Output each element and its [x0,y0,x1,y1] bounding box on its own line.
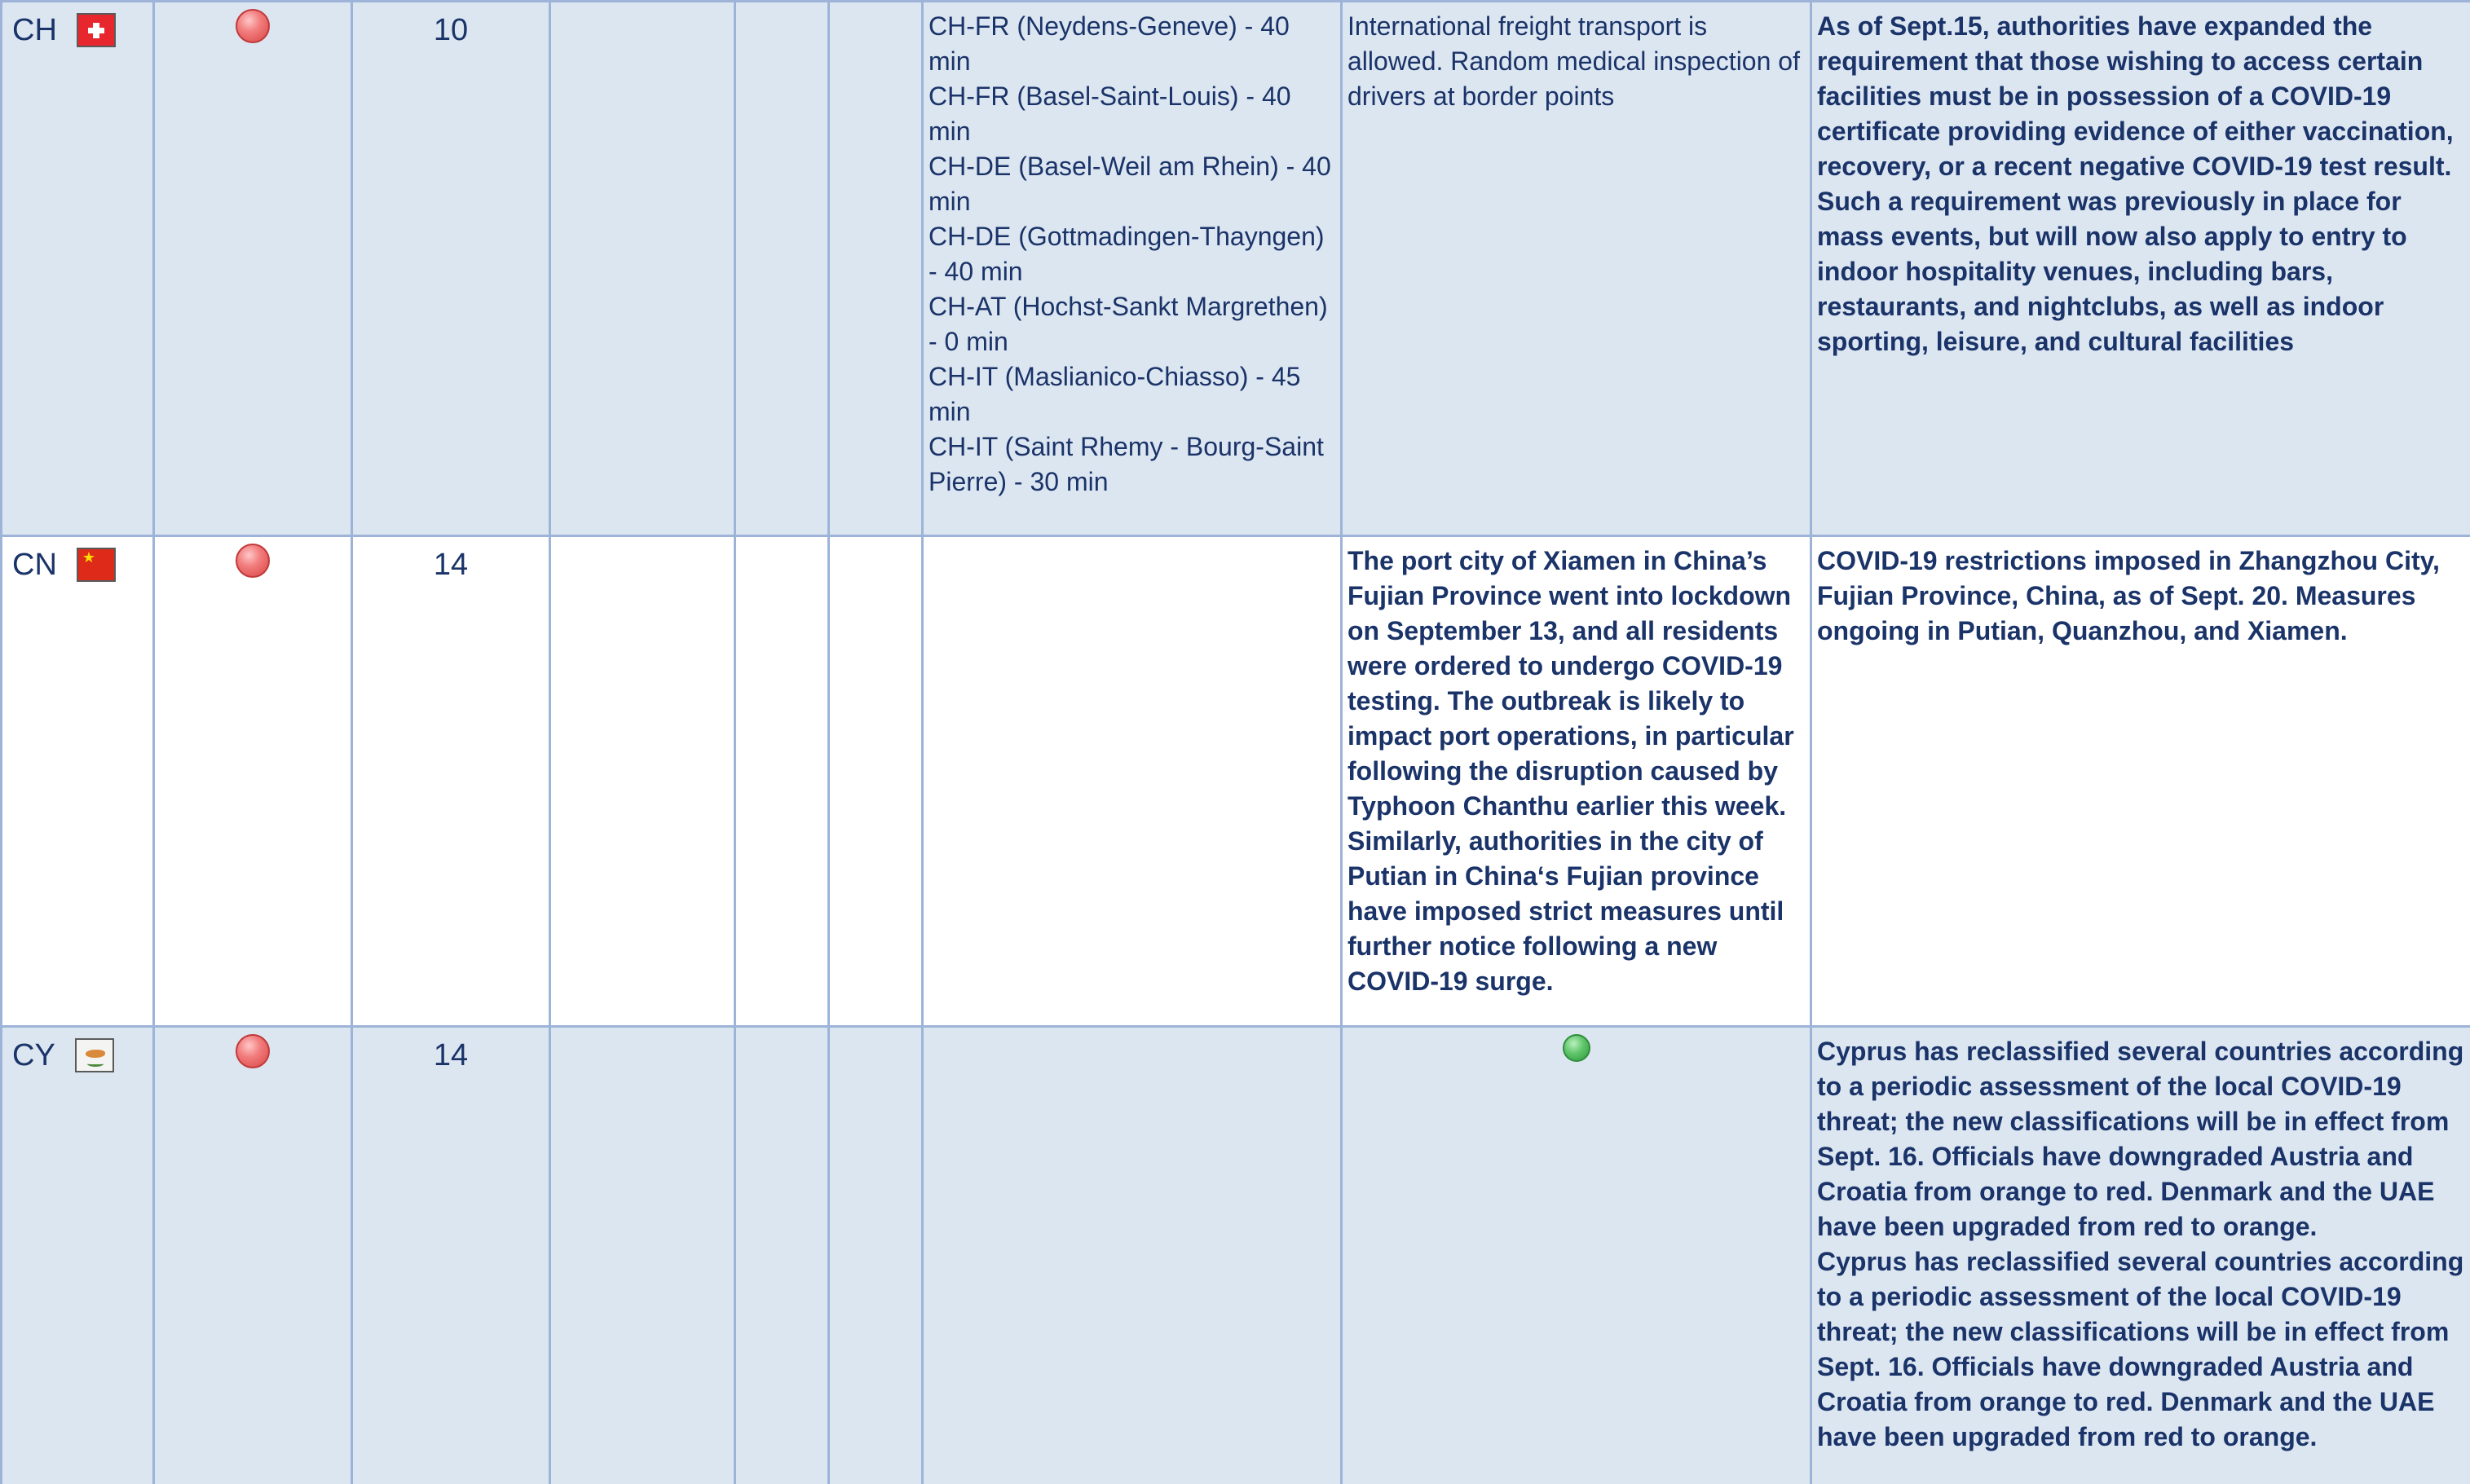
status-cell[interactable] [154,2,352,536]
country-code: CN [12,548,57,582]
empty-cell[interactable] [550,1027,735,1484]
cyprus-flag-icon [75,1038,114,1072]
china-flag-icon: ★ [77,548,116,582]
quarantine-cell[interactable] [352,536,550,1027]
status-cell[interactable] [154,1027,352,1484]
freight-note-cell[interactable] [1342,2,1811,536]
updates-text [1812,1028,2470,1455]
updates-text: COVID-19 restrictions imposed in Zhangzhou City, Fujian Province, China, as of Sept. 20. Measures ongoing in Putian, Quanzhou, and Xiamen. [1817,546,2440,645]
empty-cell[interactable] [829,1027,923,1484]
empty-cell[interactable] [735,1027,829,1484]
empty-cell[interactable] [923,536,1342,1027]
freight-note: International freight transport is allowed. Random medical inspection of drivers at border points [1347,11,1800,111]
country-code: CH [12,13,57,47]
freight-status-cell[interactable] [1342,1027,1811,1484]
table-row [2,1027,2470,1484]
quarantine-days: 14 [433,1038,469,1072]
quarantine-cell[interactable] [352,1027,550,1484]
border-crossing: CH-DE (Basel-Weil am Rhein) - 40 min [928,152,1331,216]
green-status-icon [1563,1034,1590,1062]
table-row [2,2,2470,536]
updates-cell[interactable] [1811,2,2470,536]
country-code: CY [12,1038,55,1072]
country-code-cell[interactable] [2,1027,154,1484]
quarantine-days: 10 [433,13,469,47]
empty-cell[interactable] [550,536,735,1027]
border-crossing: CH-AT (Hochst-Sankt Margrethen) - 0 min [928,292,1328,356]
country-code-cell[interactable] [2,536,154,1027]
red-status-icon [236,1034,270,1068]
empty-cell[interactable] [735,2,829,536]
border-crossing: CH-FR (Basel-Saint-Louis) - 40 min [928,81,1291,146]
empty-cell[interactable] [550,2,735,536]
red-status-icon [236,544,270,578]
country-code-cell[interactable] [2,2,154,536]
updates-paragraph: Cyprus has reclassified several countries according to a periodic assessment of the local COVID-19 threat; the new classifications will be in effect from Sept. 16. Officials have downgraded Austria and Croatia from orange to red. Denmark and the UAE have been upgraded from red to orange. [1817,1037,2464,1241]
quarantine-cell[interactable] [352,2,550,536]
updates-cell[interactable] [1811,536,2470,1027]
quarantine-days: 14 [433,548,469,582]
border-crossing: CH-IT (Maslianico-Chiasso) - 45 min [928,362,1301,426]
freight-note-cell[interactable] [1342,536,1811,1027]
border-crossing: CH-FR (Neydens-Geneve) - 40 min [928,11,1290,76]
empty-cell[interactable] [735,536,829,1027]
freight-note: The port city of Xiamen in China’s Fujian Province went into lockdown on September 13, and all residents were ordered to undergo COVID-19 testing. The outbreak is likely to impact port operations, in particular following the disruption caused by Typhoon Chanthu earlier this week. Similarly, authorities in the city of Putian in China‘s Fujian province have imposed strict measures until further notice following a new COVID-19 surge. [1347,546,1794,996]
empty-cell[interactable] [829,536,923,1027]
switzerland-flag-icon [77,13,116,47]
border-crossings-cell[interactable] [923,2,1342,536]
border-crossing: CH-DE (Gottmadingen-Thayngen) - 40 min [928,222,1325,286]
table-row [2,536,2470,1027]
red-status-icon [236,9,270,43]
border-crossings-list [924,2,1340,500]
status-cell[interactable] [154,536,352,1027]
empty-cell[interactable] [829,2,923,536]
updates-cell[interactable] [1811,1027,2470,1484]
border-crossing: CH-IT (Saint Rhemy - Bourg-Saint Pierre) - 30 min [928,432,1324,496]
updates-text: As of Sept.15, authorities have expanded the requirement that those wishing to access certain facilities must be in possession of a COVID-19 certificate providing evidence of either vaccination, recovery, or a recent negative COVID-19 test result. Such a requirement was previously in place for mass events, but will now also apply to entry to indoor hospitality venues, including bars, restaurants, and nightclubs, as well as indoor sporting, leisure, and cultural facilities [1817,11,2454,356]
empty-cell[interactable] [923,1027,1342,1484]
updates-paragraph: Cyprus has reclassified several countries according to a periodic assessment of the local COVID-19 threat; the new classifications will be in effect from Sept. 16. Officials have downgraded Austria and Croatia from orange to red. Denmark and the UAE have been upgraded from red to orange. [1817,1247,2464,1451]
